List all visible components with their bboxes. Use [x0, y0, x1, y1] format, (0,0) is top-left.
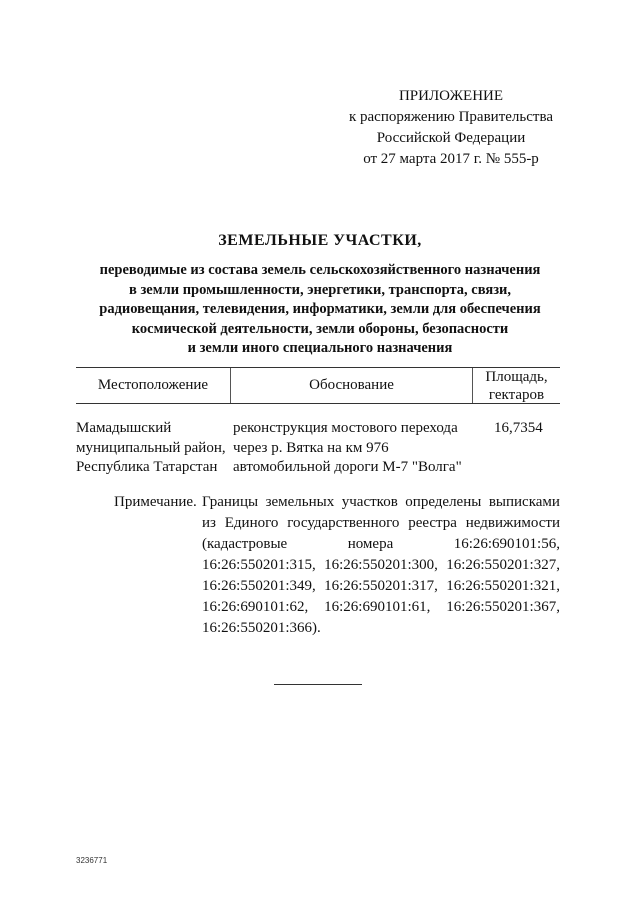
note-line [202, 618, 560, 639]
note-word: реестра [408, 515, 457, 531]
note-word: выписками [488, 494, 560, 510]
cadastral-number: 16:26:690101:56, [453, 536, 560, 552]
appendix-line: к распоряжению Правительства [348, 109, 553, 125]
cadastral-number: 16:26:550201:366). [202, 620, 321, 636]
cell-line: реконструкция мостового перехода [233, 420, 458, 436]
cadastral-number: 16:26:550201:315, [202, 557, 316, 573]
cadastral-number: 16:26:550201:349, [202, 578, 316, 594]
cell-line: муниципальный район, [76, 439, 226, 456]
subtitle-line: в земли промышленности, энергетики, транспорта, связи, [128, 281, 512, 298]
cadastral-number: 16:26:550201:367, [446, 599, 560, 615]
cadastral-number: 16:26:690101:61, [324, 599, 431, 615]
note-text [202, 492, 560, 639]
subtitle-line: космической деятельности, земли обороны, безопасности [131, 320, 509, 337]
note-word: государственного [287, 515, 400, 531]
document-subtitle [40, 261, 600, 359]
separator-line [274, 684, 362, 685]
header-area-line: гектаров [488, 387, 545, 403]
header-area-line: Площадь, [485, 369, 548, 385]
header-area [473, 368, 560, 404]
cell-line: через р. Вятка на км 976 [233, 439, 389, 456]
note-word: номера [347, 536, 394, 552]
cell-line: автомобильной дороги М-7 "Волга" [233, 459, 462, 475]
header-location: Местоположение [97, 377, 209, 393]
note-line [202, 534, 560, 555]
cadastral-number: 16:26:550201:327, [446, 557, 560, 573]
note-line [202, 597, 560, 618]
cell-location [76, 419, 226, 478]
cadastral-number: 16:26:550201:317, [324, 578, 438, 594]
subtitle-line: и земли иного специального назначения [187, 340, 453, 356]
cadastral-number: 16:26:690101:62, [202, 599, 309, 615]
appendix-header [320, 86, 582, 170]
document-title: ЗЕМЕЛЬНЫЕ УЧАСТКИ, [218, 232, 422, 249]
table-header-rule [76, 403, 560, 404]
note-word: определены [405, 494, 482, 510]
note-word: участков [341, 494, 398, 510]
header-basis: Обоснование [309, 377, 394, 393]
appendix-date: от 27 марта 2017 г. № 555-р [363, 151, 539, 167]
note-line [202, 555, 560, 576]
appendix-title: ПРИЛОЖЕНИЕ [398, 88, 504, 104]
subtitle-line: радиовещания, телевидения, информатики, земли для обеспечения [99, 301, 541, 317]
note-word: Единого [224, 515, 279, 531]
note-line [202, 576, 560, 597]
cadastral-number: 16:26:550201:321, [446, 578, 560, 594]
note-word: Границы [202, 494, 259, 510]
document-code: 3236771 [76, 856, 108, 865]
note-word: земельных [265, 494, 335, 510]
note-line [202, 492, 560, 513]
cell-line: Республика Татарстан [76, 459, 218, 475]
cell-line: Мамадышский [76, 420, 172, 436]
note-line [202, 513, 560, 534]
cell-basis [233, 419, 462, 478]
note-label: Примечание. [114, 494, 197, 510]
cell-area: 16,7354 [494, 420, 543, 436]
note-word: недвижимости [465, 515, 560, 531]
cadastral-number: 16:26:550201:300, [324, 557, 438, 573]
note-word: (кадастровые [202, 536, 288, 552]
note-word: из [202, 515, 216, 531]
subtitle-line: переводимые из состава земель сельскохозяйственного назначения [99, 262, 541, 278]
appendix-line: Российской Федерации [376, 130, 526, 146]
